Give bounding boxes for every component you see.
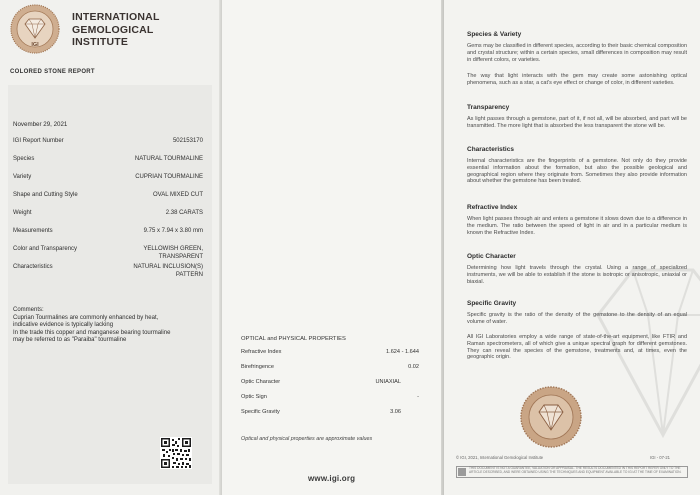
copyright-text: © IGI, 2021, International Gemological Institute (456, 455, 544, 460)
section-text: All IGI Laboratories employ a wide range of state-of-the-art equipment, like FTIR and Raman spectrometers, all of which give a unique spectral graph for different gemstones. They can reveal the species of the gemstone, treatments and, at times, even the geographic origin. (467, 334, 687, 361)
igi-seal-logo (10, 4, 60, 54)
svg-text:IGI: IGI (31, 42, 39, 48)
report-date: November 29, 2021 (13, 121, 68, 128)
document-code: IGI - 07-21 (650, 455, 671, 460)
section-heading: Transparency (467, 104, 510, 111)
optical-note: Optical and physical properties are approximate values (241, 436, 373, 442)
disclaimer-text: THIS DOCUMENT IS NOT A GUARANTEE, VALUATION OR APPRAISAL. THE RESULTS DOCUMENTED IN THIS REPORT REFER ONLY TO THE ARTICLE DESCRIBED, AND WERE OBTAINED USING THE TECHNIQUES AND EQUIPMENT AVAILABLE TO IGI AT THE TIME OF EXAMINATION. (469, 466, 682, 474)
section-text: As light passes through a gemstone, part of it, if not all, will be absorbed, and part will be transmitted. The more light that is absorbed the less transparent the stone will be. (467, 116, 687, 129)
section-text: When light passes through air and enters a gemstone it slows down due to a difference in the medium. The ratio between the speed of light in air and in a particular medium is known the Refractive Index. (467, 216, 687, 236)
section-text: Determining how light travels through the crystal. Using a range of specialized instruments, we will be able to establish if the stone is isotropic or anisotropic, uniaxial or biaxial. (467, 265, 687, 285)
section-heading: Optic Character (467, 253, 516, 260)
section-text: Internal characteristics are the fingerprints of a gemstone. Not only do they provide essential information about the formation, but also the possible geological and geographical region where they originate from. Sometimes they also provide information about whether the gemstone has been treated. (467, 158, 687, 185)
report-title: COLORED STONE REPORT (10, 69, 95, 75)
website-link[interactable]: www.igi.org (308, 474, 356, 483)
section-text: Specific gravity is the ratio of the density of the gemstone to the density of an equal volume of water. (467, 312, 687, 325)
section-heading: Characteristics (467, 146, 514, 153)
section-heading: Specific Gravity (467, 300, 517, 307)
fold-line (441, 0, 444, 495)
report-panel-middle (220, 0, 442, 495)
qr-code[interactable] (160, 437, 192, 469)
fold-line (219, 0, 222, 495)
section-heading: Species & Variety (467, 31, 522, 38)
optical-properties-title: OPTICAL and PHYSICAL PROPERTIES (241, 336, 346, 342)
warning-icon (458, 468, 466, 476)
section-heading: Refractive Index (467, 204, 518, 211)
section-text: The way that light interacts with the gem may create some astonishing optical phenomena, such as a star, a cat's eye effect or change of color, in different varieties. (467, 73, 687, 86)
igi-gold-seal-icon (520, 386, 582, 448)
comments-block: Comments: Cuprian Tourmalines are commonly enhanced by heat, indicative evidence is typically lacking In the trade this copper and manganese bearing tourmaline may be referred to as "Paraiba" tourmaline (13, 307, 171, 344)
brand-name: INTERNATIONAL GEMOLOGICAL INSTITUTE (72, 11, 160, 48)
section-text: Gems may be classified in different species, according to their basic chemical composition and crystal structure; within a certain species, small differences in composition may result in different colors, or varieties. (467, 43, 687, 63)
